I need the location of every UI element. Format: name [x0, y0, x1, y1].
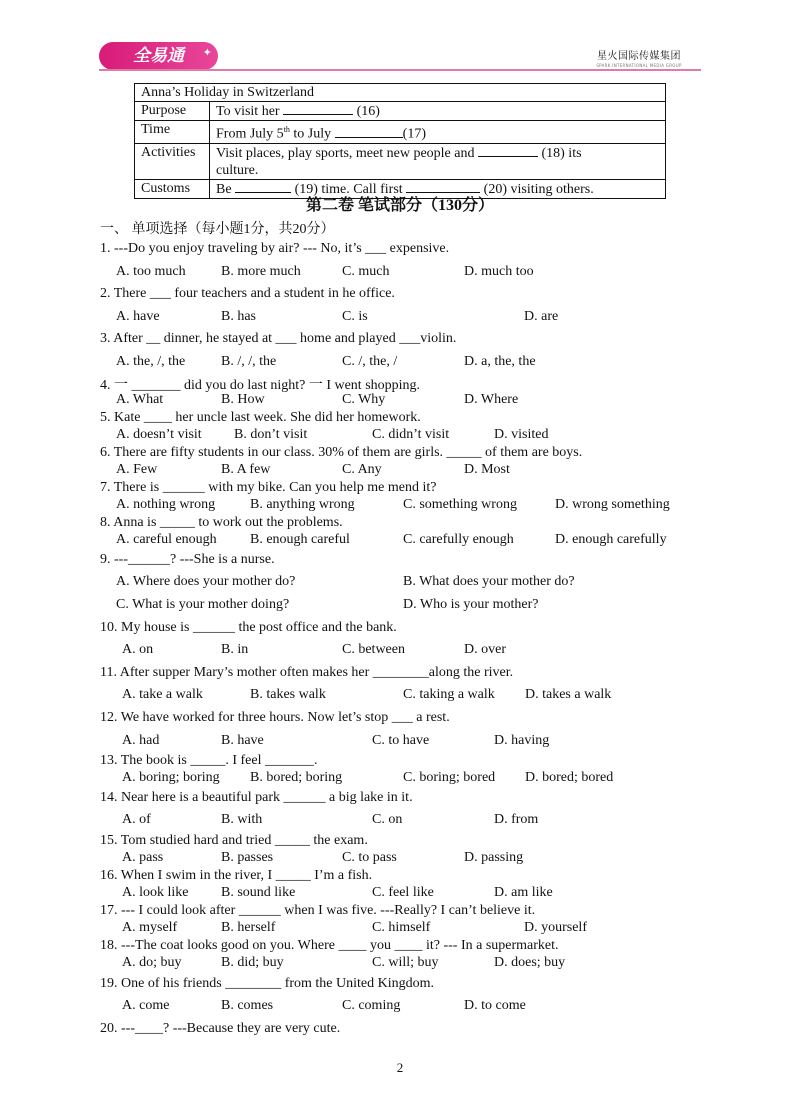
value-text: Visit places, play sports, meet new people and	[216, 145, 475, 161]
table-row	[135, 102, 666, 121]
table-value	[210, 102, 666, 121]
value-text: (19) time. Call first	[294, 181, 403, 197]
sparkle-icon: ✦	[202, 46, 212, 59]
value-text: Be	[216, 181, 232, 197]
answer-blank	[478, 144, 538, 157]
value-text: culture.	[216, 162, 259, 178]
option: A. too much	[116, 264, 186, 279]
options-9b	[116, 597, 716, 615]
table-key: Time	[135, 121, 210, 144]
option: A. do; buy	[122, 955, 182, 970]
options-15	[116, 850, 716, 868]
option: C. carefully enough	[403, 532, 514, 547]
header-divider	[99, 69, 701, 71]
options-10	[116, 642, 716, 660]
question-11: 11. After supper Mary’s mother often makes her ________along the river.	[100, 665, 514, 680]
question-1: 1. ---Do you enjoy traveling by air? --- No, it’s ___ expensive.	[100, 241, 450, 256]
option: B. A few	[221, 462, 271, 477]
question-5: 5. Kate ____ her uncle last week. She did her homework.	[100, 410, 421, 425]
option: C. on	[372, 812, 403, 827]
table-title: Anna’s Holiday in Switzerland	[135, 84, 666, 102]
option: B. bored; boring	[250, 770, 343, 785]
question-9: 9. ---______? ---She is a nurse.	[100, 552, 275, 567]
options-7	[116, 497, 716, 515]
option: B. in	[221, 642, 249, 657]
options-12	[116, 733, 716, 751]
option: A. come	[122, 998, 170, 1013]
options-13	[116, 770, 716, 788]
option: A. nothing wrong	[116, 497, 216, 512]
option: C. will; buy	[372, 955, 439, 970]
value-text: (16)	[356, 104, 380, 119]
question-4: 4. 一 _______ did you do last night? 一 I went shopping.	[100, 378, 421, 393]
option: C. to pass	[342, 850, 397, 865]
question-17: 17. --- I could look after ______ when I was five. ---Really? I can’t believe it.	[100, 903, 536, 918]
question-20: 20. ---____? ---Because they are very cute.	[100, 1021, 341, 1036]
option: B. has	[221, 309, 256, 324]
options-18	[116, 955, 716, 973]
value-text: (18) its	[541, 145, 582, 161]
options-9a	[116, 574, 716, 592]
question-7: 7. There is ______ with my bike. Can you help me mend it?	[100, 480, 437, 495]
option: A. have	[116, 309, 160, 324]
page-number: 2	[396, 1060, 404, 1075]
option: C. Why	[342, 392, 386, 407]
table-row	[135, 143, 666, 179]
option: C. boring; bored	[403, 770, 496, 785]
option: D. bored; bored	[525, 770, 614, 785]
option: D. enough carefully	[555, 532, 667, 547]
question-13: 13. The book is _____. I feel _______.	[100, 753, 318, 768]
question-16: 16. When I swim in the river, I _____ I’m a fish.	[100, 868, 373, 883]
options-11	[116, 687, 716, 705]
option: C. didn’t visit	[372, 427, 450, 442]
question-19: 19. One of his friends ________ from the United Kingdom.	[100, 976, 435, 991]
options-4	[116, 392, 716, 410]
option: B. did; buy	[221, 955, 284, 970]
options-3	[116, 354, 716, 372]
option: D. from	[494, 812, 539, 827]
value-text: to July	[289, 126, 332, 142]
table-title-row	[135, 84, 666, 102]
option: A. look like	[122, 885, 189, 900]
option: B. What does your mother do?	[403, 574, 575, 589]
option: D. visited	[494, 427, 549, 442]
question-8: 8. Anna is _____ to work out the problems.	[100, 515, 343, 530]
option: C. /, the, /	[342, 354, 398, 369]
options-6	[116, 462, 716, 480]
option: B. comes	[221, 998, 274, 1013]
answer-blank	[283, 102, 353, 115]
option: A. pass	[122, 850, 164, 865]
question-3: 3. After __ dinner, he stayed at ___ home and played ___violin.	[100, 331, 457, 346]
holiday-info-table	[134, 83, 666, 199]
option: A. take a walk	[122, 687, 203, 702]
section-title: 第二卷 笔试部分（130分）	[305, 197, 494, 214]
options-19	[116, 998, 716, 1016]
option: D. having	[494, 733, 550, 748]
option: C. Any	[342, 462, 382, 477]
option: A. Few	[116, 462, 158, 477]
option: D. yourself	[524, 920, 587, 935]
option: C. taking a walk	[403, 687, 495, 702]
option: D. a, the, the	[464, 354, 536, 369]
option: C. much	[342, 264, 390, 279]
option: D. Where	[464, 392, 519, 407]
option: C. coming	[342, 998, 401, 1013]
brand-logo	[99, 42, 218, 70]
option: D. Who is your mother?	[403, 597, 539, 612]
option: A. boring; boring	[122, 770, 220, 785]
options-5	[116, 427, 716, 445]
option: B. sound like	[221, 885, 296, 900]
options-8	[116, 532, 716, 550]
logo-text: 全易通	[133, 46, 184, 66]
option: B. passes	[221, 850, 274, 865]
option: B. How	[221, 392, 265, 407]
question-10: 10. My house is ______ the post office and the bank.	[100, 620, 397, 635]
option: B. herself	[221, 920, 276, 935]
part-title: 一、 单项选择（每小题1分，共20分）	[100, 222, 335, 237]
table-row	[135, 121, 666, 144]
table-key: Purpose	[135, 102, 210, 121]
option: A. careful enough	[116, 532, 217, 547]
options-14	[116, 812, 716, 830]
option: D. to come	[464, 998, 526, 1013]
option: C. between	[342, 642, 405, 657]
question-12: 12. We have worked for three hours. Now let’s stop ___ a rest.	[100, 710, 450, 725]
option: A. myself	[122, 920, 178, 935]
publisher-name-cn: 星火国际传媒集团	[597, 51, 681, 62]
question-15: 15. Tom studied hard and tried _____ the exam.	[100, 833, 368, 848]
options-1	[116, 264, 716, 282]
option: B. don’t visit	[234, 427, 308, 442]
option: B. with	[221, 812, 263, 827]
options-16	[116, 885, 716, 903]
option: B. have	[221, 733, 264, 748]
option: B. /, /, the	[221, 354, 277, 369]
option: D. am like	[494, 885, 553, 900]
option: D. takes a walk	[525, 687, 612, 702]
option: B. takes walk	[250, 687, 326, 702]
option: B. more much	[221, 264, 301, 279]
table-key: Activities	[135, 143, 210, 179]
options-17	[116, 920, 716, 938]
answer-blank	[406, 180, 480, 193]
table-key: Customs	[135, 179, 210, 198]
table-value	[210, 121, 666, 144]
option: C. himself	[372, 920, 431, 935]
option: A. doesn’t visit	[116, 427, 202, 442]
option: A. the, /, the	[116, 354, 186, 369]
option: D. does; buy	[494, 955, 566, 970]
option: C. to have	[372, 733, 430, 748]
question-2: 2. There ___ four teachers and a student in he office.	[100, 286, 395, 301]
option: B. enough careful	[250, 532, 350, 547]
value-text: To visit her	[216, 104, 280, 119]
option: D. wrong something	[555, 497, 670, 512]
option: D. Most	[464, 462, 510, 477]
option: B. anything wrong	[250, 497, 355, 512]
publisher-brand	[577, 47, 701, 68]
option: A. of	[122, 812, 151, 827]
option: A. Where does your mother do?	[116, 574, 296, 589]
table-value	[210, 143, 666, 179]
option: A. What	[116, 392, 164, 407]
option: D. much too	[464, 264, 534, 279]
question-6: 6. There are fifty students in our class. 30% of them are girls. _____ of them are boys.	[100, 445, 583, 460]
question-18: 18. ---The coat looks good on you. Where ____ you ____ it? --- In a supermarket.	[100, 938, 559, 953]
value-text: (20) visiting others.	[483, 181, 594, 197]
superscript: th	[283, 125, 290, 134]
question-14: 14. Near here is a beautiful park ______ a big lake in it.	[100, 790, 413, 805]
option: A. had	[122, 733, 160, 748]
option: D. passing	[464, 850, 524, 865]
publisher-name-en: SPARK INTERNATIONAL MEDIA GROUP	[596, 63, 682, 68]
value-text: (17)	[402, 126, 426, 142]
option: D. over	[464, 642, 506, 657]
answer-blank	[235, 180, 291, 193]
option: C. something wrong	[403, 497, 517, 512]
option: C. feel like	[372, 885, 434, 900]
options-2	[116, 309, 716, 327]
option: C. is	[342, 309, 368, 324]
option: D. are	[524, 309, 559, 324]
answer-blank	[335, 125, 403, 138]
value-text: From July 5	[216, 126, 284, 142]
option: C. What is your mother doing?	[116, 597, 290, 612]
option: A. on	[122, 642, 154, 657]
